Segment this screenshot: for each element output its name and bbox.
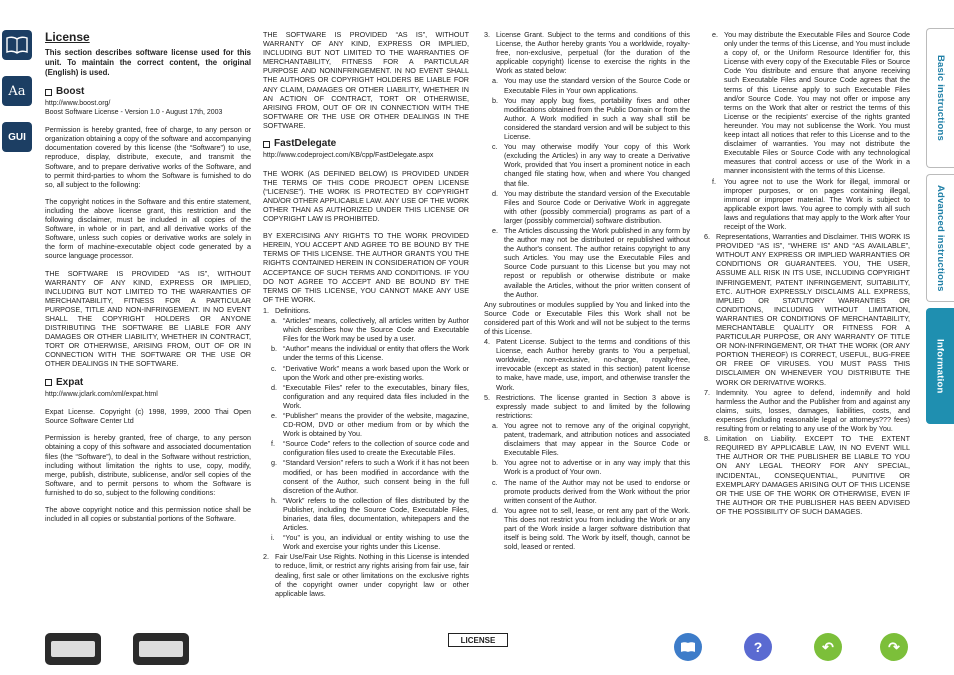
list-item — [271, 439, 469, 457]
item-text: “Work” refers to the collection of files distributed by the Publisher, including the Source Code, Executable Files, binaries, data files, documentation, whitepapers and the Articles. — [283, 495, 469, 533]
boost-source — [45, 100, 251, 117]
expat-paragraph: The above copyright notice and this permission notice shall be included in all copies or substantial portions of the Software. — [45, 504, 251, 524]
list-item — [271, 316, 469, 343]
list-item — [492, 96, 690, 141]
list-item — [704, 388, 910, 433]
item-text: You agree not to use the Work for illegal, immoral or improper purposes, or on pages containing illegal, immoral or improper material. The Work is subject to applicable export laws. You agree to comply with all such laws and regulations that may apply to the Work after Your receipt of the Work. — [724, 176, 910, 231]
list-item — [484, 393, 690, 420]
item-text: You agree not to advertise or in any way imply that this Work is a product of Your own. — [504, 458, 690, 477]
back-arrow-icon[interactable]: ↶ — [814, 633, 842, 661]
list-item — [271, 411, 469, 438]
receiver-front-icon[interactable] — [45, 633, 101, 665]
subroutines-paragraph: Any subroutines or modules supplied by You and linked into the Source Code or Executable Files this Work shall not be considered part of this Work and will not be subject to the terms of this License. — [484, 299, 690, 336]
checkbox-icon — [45, 89, 52, 96]
page-title: License — [45, 30, 90, 44]
item-text: Definitions. — [275, 305, 311, 315]
column-1 — [45, 30, 251, 531]
page-label: LICENSE — [448, 633, 508, 647]
boost-disclaimer: THE SOFTWARE IS PROVIDED “AS IS”, WITHOUT WARRANTY OF ANY KIND, EXPRESS OR IMPLIED, INCLUDING BUT NOT LIMITED TO THE WARRANTIES OF MERCHANTABILITY, FITNESS FOR A PARTICULAR PURPOSE, TITLE AND NON-INFRINGEMENT. IN NO EVENT SHALL THE COPYRIGHT HOLDERS OR ANYONE DISTRIBUTING THE SOFTWARE BE LIABLE FOR ANY DAMAGES OR OTHER LIABILITY, WHETHER IN CONTRACT, TORT OR OTHERWISE, ARISING FROM, OUT OF OR IN CONNECTION WITH THE SOFTWARE OR THE USE OR OTHER DEALINGS IN THE SOFTWARE. — [45, 268, 251, 369]
list-item — [704, 434, 910, 516]
gui-icon[interactable] — [2, 122, 32, 152]
list-item — [492, 506, 690, 551]
item-letter: b. — [492, 95, 498, 105]
item-number: 1. — [263, 305, 269, 315]
boost-heading — [45, 86, 251, 98]
list-item — [704, 232, 910, 387]
list-item — [263, 306, 469, 315]
item-text: You agree not to sell, lease, or rent any part of the Work. This does not restrict you from including the Work or any part of the Work inside a larger software distribution that itself is being sold. The Work by itself, though, cannot be sold, leased or rented. — [504, 505, 690, 552]
item-text: You may otherwise modify Your copy of this Work (excluding the Articles) in any way to create a Derivative Work, provided that You insert a prominent notice in each changed file stating how, when and where You changed that file. — [504, 142, 690, 188]
item-text: The name of the Author may not be used to endorse or promote products derived from the Work without the prior written consent of the Author. — [504, 477, 690, 505]
item-letter: d. — [492, 505, 498, 515]
item-letter: f. — [271, 439, 275, 449]
gui-label: GUI — [8, 131, 26, 143]
list-item — [484, 30, 690, 75]
list-item — [492, 76, 690, 94]
list-item — [271, 344, 469, 362]
remote-control-icon[interactable] — [133, 633, 189, 665]
item-letter: h. — [271, 495, 277, 505]
license-paragraph: THE WORK (AS DEFINED BELOW) IS PROVIDED UNDER THE TERMS OF THIS CODE PROJECT OPEN LICENSE (“LICENSE”). THE WORK IS PROTECTED BY COPYRIGHT AND/OR OTHER APPLICABLE LAW. ANY USE OF THE WORK OTHER THAN AS AUTHORIZED UNDER THIS LICENSE OR COPYRIGHT LAW IS PROHIBITED. — [263, 168, 469, 224]
item-text: “Source Code” refers to the collection of source code and configuration files used to create the Executable Files. — [283, 439, 469, 458]
item-letter: g. — [271, 458, 277, 468]
item-letter: a. — [271, 316, 277, 326]
list-item — [271, 496, 469, 532]
item-number: 3. — [484, 30, 490, 39]
item-text: You agree not to remove any of the original copyright, patent, trademark, and attribution notices and associated disclaimers that may appear in the Source Code or Executable Files. — [504, 420, 690, 458]
forward-arrow-icon[interactable]: ↷ — [880, 633, 908, 661]
list-item — [271, 533, 469, 551]
list-item — [492, 458, 690, 476]
item-text: Indemnity. You agree to defend, indemnify and hold harmless the Author and the Publisher from and against any claims, suits, losses, damages, liabilities, costs, and expenses (including reasonable legal or attorneys??? fees) resulting from or relating to any use of the Work by You. — [716, 387, 910, 434]
item-text: You may use the standard version of the Source Code or Executable Files in Your own applications. — [504, 76, 690, 95]
tab-label: Advanced instructions — [935, 184, 946, 292]
intro-text: This section describes software license used for this unit. To maintain the correct content, the original (English) is used. — [45, 48, 251, 77]
item-text: “Author” means the individual or entity that offers the Work under the terms of this License. — [283, 344, 469, 363]
expat-paragraph: Permission is hereby granted, free of charge, to any person obtaining a copy of this software and associated documentation files (the “Software”), to deal in the Software without restriction, including without limitation the rights to use, copy, modify, merge, publish, distribute, sublicense, and/or sell copies of the Software, and to permit persons to whom the Software is furnished to do so, subject to the following conditions: — [45, 433, 251, 497]
item-text: Limitation on Liability. EXCEPT TO THE EXTENT REQUIRED BY APPLICABLE LAW, IN NO EVENT WILL THE AUTHOR OR THE PUBLISHER BE LIABLE TO YOU ON ANY LEGAL THEORY FOR ANY SPECIAL, INCIDENTAL, CONSEQUENTIAL, PUNITIVE OR EXEMPLARY DAMAGES ARISING OUT OF THIS LICENSE OR THE USE OF THE WORK OR OTHERWISE, EVEN IF THE AUTHOR OR THE PUBLISHER HAS BEEN ADVISED OF THE POSSIBILITY OF SUCH DAMAGES. — [716, 434, 910, 516]
fastdelegate-url: http://www.codeproject.com/KB/cpp/FastDelegate.aspx — [263, 152, 434, 160]
item-number: 2. — [263, 552, 269, 562]
item-text: Patent License. Subject to the terms and conditions of this License, each Author hereby grants to You a perpetual, worldwide, non-exclusive, no-charge, royalty-free, irrevocable (except as stated in this section) patent license to make, have made, use, import, and otherwise transfer the Work. — [496, 337, 690, 392]
expat-copyright: Expat License. Copyright (c) 1998, 1999, 2000 Thai Open Source Software Center Ltd — [45, 407, 251, 426]
item-text: You may apply bug fixes, portability fixes and other modifications obtained from the Public Domain or from the Author. A Work modified in such a way shall still be considered the standard version and will be subject to this License. — [504, 95, 690, 142]
item-letter: e. — [271, 410, 277, 420]
font-settings-icon[interactable] — [2, 76, 32, 106]
item-letter: c. — [492, 142, 498, 152]
list-item — [492, 478, 690, 505]
item-letter: b. — [271, 344, 277, 354]
item-letter: a. — [492, 76, 498, 86]
item-text: Restrictions. The license granted in Section 3 above is expressly made subject to and limited by the following restrictions: — [496, 392, 690, 420]
list-item — [712, 177, 910, 232]
item-text: “Standard Version” refers to such a Work if it has not been modified, or has been modified in accordance with the consent of the Author, such consent being in the full discretion of the Author. — [283, 458, 469, 495]
side-tabs — [926, 28, 954, 430]
aa-label: Aa — [8, 83, 26, 99]
fastdelegate-heading-text: FastDelegate — [274, 138, 337, 150]
item-letter: i. — [271, 533, 275, 543]
list-item — [492, 189, 690, 225]
item-letter: e. — [492, 225, 498, 235]
item-text: “Executable Files” refer to the executables, binary files, configuration and any required data files included in the Work. — [283, 382, 469, 410]
tab-advanced-instructions[interactable] — [926, 174, 954, 302]
item-number: 7. — [704, 387, 710, 397]
item-letter: e. — [712, 30, 718, 39]
contents-book-icon[interactable] — [674, 633, 702, 661]
tab-label: Basic instructions — [935, 55, 946, 141]
expat-heading — [45, 377, 251, 389]
restrictions-list — [484, 421, 690, 551]
grants-list — [484, 76, 690, 298]
item-text: “You” is you, an individual or entity wishing to use the Work and exercise your rights under this License. — [283, 533, 469, 552]
item-letter: d. — [271, 382, 277, 392]
item-text: “Articles” means, collectively, all articles written by Author which describes how the Source Code and Executable Files for the Work may be used by a user. — [283, 316, 469, 344]
item-letter: b. — [492, 458, 498, 468]
checkbox-icon — [263, 141, 270, 148]
list-item — [492, 226, 690, 299]
expat-url: http://www.jclark.com/xml/expat.html — [45, 390, 158, 398]
item-text: You may distribute the standard version of the Executable Files and Source Code or Derivative Work in aggregate with other (possibly commercial) programs as part of a larger (possibly commercial) software distribution. — [504, 188, 690, 225]
list-item — [271, 383, 469, 410]
boost-paragraph: Permission is hereby granted, free of charge, to any person or organization obtaining a copy of the software and accompanying documentation covered by this license (the “Software”) to use, reproduce, display, distribute, execute, and transmit the Software, and to prepare derivative works of the Software, and to permit third-parties to whom the Software is furnished to do so, all subject to the following: — [45, 125, 251, 189]
item-number: 8. — [704, 434, 710, 444]
item-letter: f. — [712, 176, 716, 186]
list-item — [712, 30, 910, 176]
tab-basic-instructions[interactable] — [926, 28, 954, 168]
boost-url: http://www.boost.org/ — [45, 100, 111, 107]
item-letter: a. — [492, 420, 498, 430]
book-icon[interactable] — [2, 30, 32, 60]
list-item — [271, 458, 469, 494]
boost-version: Boost Software License - Version 1.0 - August 17th, 2003 — [45, 108, 223, 116]
help-icon[interactable]: ? — [744, 633, 772, 661]
expat-heading-text: Expat — [56, 376, 84, 388]
device-display — [139, 641, 183, 657]
list-item — [263, 552, 469, 597]
tab-label: Information — [934, 338, 946, 394]
item-text: The Articles discussing the Work published in any form by the author may not be distributed or republished without the Author's consent. The author retains copyright to any such Articles. You may use the Executable Files and Source Code pursuant to this License but you may not repost or republish or otherwise distribute or make available the Articles, without the prior written consent of the Author. — [504, 225, 690, 299]
item-text: You may distribute the Executable Files and Source Code only under the terms of this License, and You must include a copy of, or the Uniform Resource Identifier for, this License with every copy of the Executable Files or Source Code You distribute and ensure that anyone receiving such Executable Files and Source Code agrees that the terms of this License apply to such Executable Files and/or Source Code. You may not offer or impose any terms on the Work that alter or restrict the terms of this License or the recipients' exercise of the rights granted hereunder. You may not sublicense the Work. You must keep intact all notices that refer to this License and to the disclaimer of warranties. You may not distribute the Executable Files or Source Code with any technological measures that control access or use of the Work in a manner inconsistent with the terms of this License. — [724, 30, 910, 176]
item-number: 5. — [484, 392, 490, 402]
restrictions-list-continued — [704, 30, 910, 231]
item-text: Fair Use/Fair Use Rights. Nothing in this License is intended to reduce, limit, or restrict any rights arising from fair use, fair dealing, first sale or other limitations on the exclusive rights of the copyright owner under copyright law or other applicable laws. — [275, 552, 469, 598]
expat-disclaimer: THE SOFTWARE IS PROVIDED “AS IS”, WITHOUT WARRANTY OF ANY KIND, EXPRESS OR IMPLIED, INCLUDING BUT NOT LIMITED TO THE WARRANTIES OF MERCHANTABILITY, FITNESS FOR A PARTICULAR PURPOSE AND NONINFRINGEMENT. IN NO EVENT SHALL THE AUTHORS OR COPYRIGHT HOLDERS BE LIABLE FOR ANY CLAIM, DAMAGES OR OTHER LIABILITY, WHETHER IN AN ACTION OF CONTRACT, TORT OR OTHERWISE, ARISING FROM, OUT OF OR IN CONNECTION WITH THE SOFTWARE OR THE USE OR OTHER DEALINGS IN THE SOFTWARE. — [263, 30, 469, 130]
license-paragraph: BY EXERCISING ANY RIGHTS TO THE WORK PROVIDED HEREIN, YOU ACCEPT AND AGREE TO BE BOUND BY THE TERMS OF THIS LICENSE. THE AUTHOR GRANTS YOU THE RIGHTS CONTAINED HEREIN IN CONSIDERATION OF YOUR ACCEPTANCE OF SUCH TERMS AND CONDITIONS. IF YOU DO NOT AGREE TO ACCEPT AND BE BOUND BY THE TERMS OF THIS LICENSE, YOU CANNOT MAKE ANY USE OF THE WORK. — [263, 231, 469, 304]
tab-information[interactable] — [926, 308, 954, 424]
fastdelegate-heading — [263, 138, 469, 150]
boost-heading-text: Boost — [56, 86, 85, 97]
definitions-list — [263, 316, 469, 551]
item-text: Representations, Warranties and Disclaimer. THIS WORK IS PROVIDED “AS IS”, “WHERE IS” AND “AS AVAILABLE”, WITHOUT ANY EXPRESS OR IMPLIED WARRANTIES OR CONDITIONS OR GUARANTEES. YOU, THE USER, ASSUME ALL RISK IN ITS USE, INCLUDING COPYRIGHT INFRINGEMENT, PATENT INFRINGEMENT, SUITABILITY, ETC. AUTHOR EXPRESSLY DISCLAIMS ALL EXPRESS, IMPLIED OR STATUTORY WARRANTIES OR CONDITIONS, INCLUDING WITHOUT LIMITATION, WARRANTIES OR CONDITIONS OF MERCHANTABILITY, MERCHANTABLE QUALITY OR FITNESS FOR A PARTICULAR PURPOSE, OR ANY WARRANTY OF TITLE OR NON-INFRINGEMENT, OR THAT THE WORK (OR ANY PORTION THEREOF) IS CORRECT, USEFUL, BUG-FREE OR FREE OF VIRUSES. YOU MUST PASS THIS DISCLAIMER ON WHENEVER YOU DISTRIBUTE THE WORK OR DERIVATIVE WORKS. — [716, 232, 910, 387]
item-text: License Grant. Subject to the terms and conditions of this License, the Author hereby grants You a worldwide, royalty-free, non-exclusive, perpetual (for the duration of the applicable copyright) license to exercise the rights in the Work as stated below: — [496, 30, 690, 76]
list-item — [492, 421, 690, 457]
item-letter: c. — [271, 363, 277, 373]
device-display — [51, 641, 95, 657]
item-number: 4. — [484, 337, 490, 347]
left-icon-strip — [2, 30, 34, 168]
column-3 — [484, 30, 690, 552]
list-item — [271, 364, 469, 382]
item-letter: c. — [492, 477, 498, 487]
boost-paragraph: The copyright notices in the Software and this entire statement, including the above license grant, this restriction and the following disclaimer, must be included in all copies of the Software, in whole or in part, and all derivative works of the Software, unless such copies or derivative works are solely in the form of machine-executable object code generated by a source language processor. — [45, 196, 251, 261]
item-letter: d. — [492, 188, 498, 198]
item-number: 6. — [704, 232, 710, 242]
item-text: “Derivative Work” means a work based upon the Work or upon the Work and other pre-existing works. — [283, 363, 469, 382]
checkbox-icon — [45, 379, 52, 386]
column-4 — [704, 30, 910, 517]
column-2 — [263, 30, 469, 599]
list-item — [484, 337, 690, 392]
item-text: “Publisher” means the provider of the website, magazine, CD-ROM, DVD or other medium from or by which the Work is obtained by You. — [283, 410, 469, 439]
list-item — [492, 142, 690, 187]
